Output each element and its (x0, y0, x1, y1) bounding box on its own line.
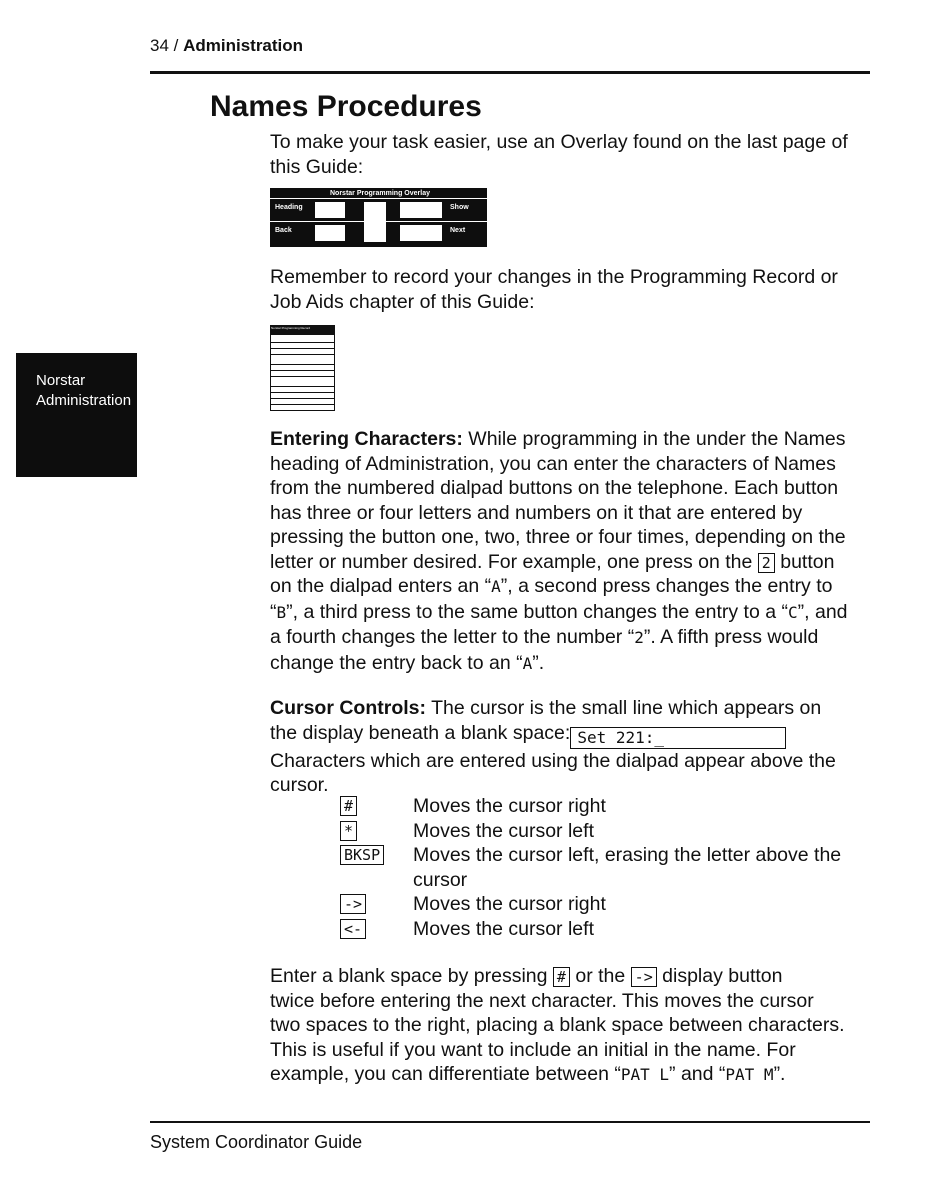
remember-line: Job Aids chapter of this Guide: (270, 290, 535, 313)
cursor-line: the display beneath a blank space: (270, 721, 571, 744)
overlay-label-next: Next (450, 227, 466, 234)
record-line (271, 376, 334, 377)
programming-record-graphic (270, 325, 335, 411)
control-key: * (340, 821, 357, 841)
control-key: # (340, 796, 357, 816)
entering-line: “ (270, 600, 277, 623)
record-line (271, 392, 334, 393)
entering-line: ”. A fifth press would (643, 626, 819, 648)
control-key: BKSP (340, 845, 384, 865)
record-line (271, 398, 334, 399)
record-header: Norstar Programming Record (271, 326, 334, 335)
char-c: C (788, 602, 798, 622)
char-2: 2 (634, 628, 644, 647)
char-a: A (491, 577, 501, 596)
entering-line: heading of Administration, you can enter the characters of Names (270, 452, 836, 475)
entering-label: Entering Characters: (270, 428, 463, 450)
blank-line: two spaces to the right, placing a blank space between characters. (270, 1014, 845, 1036)
page-header (150, 36, 303, 56)
control-key: <- (340, 919, 366, 939)
overlay-window (364, 202, 386, 242)
cursor-line: cursor. (270, 774, 329, 796)
record-line (271, 364, 334, 365)
side-tab (16, 353, 137, 477)
record-line (271, 370, 334, 371)
char-a-again: A (522, 653, 533, 673)
overlay-label-back: Back (275, 227, 292, 234)
blank-space-paragraph (270, 964, 870, 1088)
record-line (271, 404, 334, 405)
control-row (340, 794, 880, 819)
char-b: B (276, 602, 287, 622)
page-title: Names Procedures (210, 90, 482, 123)
cursor-label: Cursor Controls: (270, 697, 426, 719)
header-rule (150, 71, 870, 74)
overlay-window (400, 202, 442, 218)
overlay-label-heading: Heading (275, 204, 303, 211)
control-text: Moves the cursor left (413, 819, 594, 842)
blank-line: Enter a blank space by pressing (270, 965, 548, 987)
blank-line: twice before entering the next character. This moves the cursor (270, 989, 814, 1012)
intro-line: To make your task easier, use an Overlay found on the last page of (270, 131, 848, 153)
blank-line: ” and “ (669, 1063, 726, 1085)
intro-paragraph (270, 130, 870, 179)
remember-line: Remember to record your changes in the Programming Record or (270, 266, 838, 288)
display-sample: Set 221:_ (570, 727, 786, 749)
key-2: 2 (758, 553, 775, 573)
entering-characters-paragraph (270, 427, 870, 676)
control-key: -> (340, 894, 366, 914)
entering-line: ”, and (797, 600, 848, 623)
entering-line: While programming in the under the Names (462, 428, 846, 450)
entering-line: letter or number desired. For example, one press on the (270, 550, 753, 573)
overlay-title: Norstar Programming Overlay (330, 190, 430, 197)
footer-text: System Coordinator Guide (150, 1132, 363, 1152)
control-row (340, 819, 880, 844)
overlay-line (270, 198, 487, 199)
side-tab-line1: Norstar (36, 372, 86, 389)
page-number: 34 / (150, 36, 179, 55)
cursor-line: Characters which are entered using the dialpad appear above the (270, 749, 836, 772)
overlay-window (315, 202, 345, 218)
entering-line: a fourth changes the letter to the number “ (270, 626, 635, 648)
overlay-window (315, 225, 345, 241)
blank-line: ”. (773, 1063, 786, 1085)
blank-line: display button (662, 965, 783, 987)
cursor-controls-list (340, 794, 880, 941)
example-pat-l: PAT L (620, 1065, 670, 1084)
control-text: Moves the cursor right (413, 893, 606, 915)
control-text: cursor (413, 868, 468, 891)
cursor-controls-paragraph (270, 696, 870, 798)
overlay-label-show: Show (450, 204, 469, 211)
key-right-arrow: -> (631, 967, 657, 987)
record-line (271, 342, 334, 343)
control-text: Moves the cursor right (413, 795, 606, 817)
intro-line: this Guide: (270, 155, 364, 178)
remember-paragraph (270, 265, 870, 314)
entering-line: button (780, 550, 835, 573)
blank-line: This is useful if you want to include an initial in the name. For (270, 1038, 796, 1061)
side-tab-line2: Administration (36, 392, 132, 409)
overlay-window (400, 225, 442, 241)
blank-line: or the (575, 965, 626, 987)
cursor-line: The cursor is the small line which appears on (426, 697, 822, 719)
record-line (271, 348, 334, 349)
control-row (340, 868, 880, 893)
entering-line: change the entry back to an “ (270, 651, 523, 674)
entering-line: pressing the button one, two, three or four times, depending on the (270, 526, 846, 548)
entering-line: has three or four letters and numbers on it that are entered by (270, 501, 803, 524)
overlay-graphic (270, 188, 487, 247)
blank-line: example, you can differentiate between “ (270, 1063, 621, 1085)
key-hash: # (553, 967, 570, 987)
entering-line: on the dialpad enters an “ (270, 575, 492, 597)
control-text: Moves the cursor left, erasing the letter above the (413, 844, 842, 866)
entering-line: ”. (532, 651, 545, 674)
control-row (340, 843, 880, 868)
entering-line: ”, a second press changes the entry to (500, 575, 833, 597)
control-row (340, 892, 880, 917)
control-row (340, 917, 880, 942)
record-line (271, 386, 334, 387)
section-name: Administration (183, 36, 304, 55)
control-text: Moves the cursor left (413, 917, 594, 940)
record-line (271, 354, 334, 355)
example-pat-m: PAT M (725, 1065, 774, 1084)
footer-rule (150, 1121, 870, 1123)
entering-line: ”, a third press to the same button changes the entry to a “ (286, 600, 788, 623)
entering-line: from the numbered dialpad buttons on the telephone. Each button (270, 477, 839, 499)
